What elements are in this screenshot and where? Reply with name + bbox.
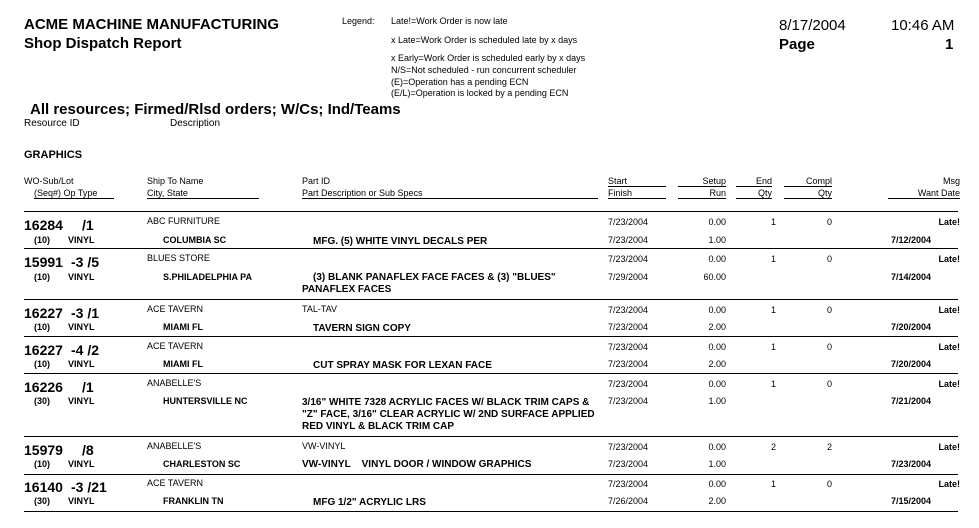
city-state: COLUMBIA SC [163,235,227,245]
setup-hours: 0.00 [708,254,726,264]
wo-number: 15991 [24,254,63,270]
op-seq: (10) [34,322,51,332]
col-compl: Compl [784,176,832,187]
start-date: 7/23/2004 [608,479,649,489]
ship-to-name: ACE TAVERN [147,341,204,351]
ship-to-name: ACE TAVERN [147,304,204,314]
row-separator [24,511,958,512]
wo-number: 16227 [24,342,63,358]
col-part-desc: Part Description or Sub Specs [302,188,598,199]
wo-sub-lot: /1 [82,217,94,233]
start-date: 7/23/2004 [608,217,649,227]
run-hours: 1.00 [708,459,726,469]
col-start: Start [608,176,666,187]
end-qty: 1 [770,305,776,315]
finish-date: 7/29/2004 [608,272,649,282]
msg-late: Late! [938,217,960,227]
col-city-state: City, State [147,188,259,199]
col-want-date: Want Date [888,188,960,199]
finish-date: 7/26/2004 [608,496,649,506]
want-date: 7/23/2004 [891,459,932,469]
col-end: End [736,176,772,187]
op-type: VINYL [68,496,95,506]
finish-date: 7/23/2004 [608,459,649,469]
start-date: 7/23/2004 [608,254,649,264]
op-type: VINYL [68,272,95,282]
col-setup: Setup [678,176,726,187]
description-label: Description [170,118,221,129]
report-date: 8/17/2004 [779,17,846,34]
op-seq: (10) [34,272,51,282]
page-label: Page [779,36,815,53]
msg-late: Late! [938,305,960,315]
op-type: VINYL [68,459,95,469]
part-description: TAVERN SIGN COPY [313,323,411,334]
compl-qty: 0 [826,305,832,315]
compl-qty: 0 [826,479,832,489]
city-state: MIAMI FL [163,322,203,332]
part-id: VW-VINYL [302,441,346,451]
msg-late: Late! [938,479,960,489]
row-separator [24,211,958,212]
report-scope: All resources; Firmed/Rlsd orders; W/Cs; Ind/Teams [30,101,401,118]
setup-hours: 0.00 [708,217,726,227]
op-type: VINYL [68,235,95,245]
start-date: 7/23/2004 [608,379,649,389]
legend-line: x Early=Work Order is scheduled early by x days [391,53,586,63]
row-separator [24,299,958,300]
city-state: S.PHILADELPHIA PA [163,272,253,282]
start-date: 7/23/2004 [608,342,649,352]
op-type: VINYL [68,396,95,406]
finish-date: 7/23/2004 [608,235,649,245]
run-hours: 2.00 [708,496,726,506]
part-description: CUT SPRAY MASK FOR LEXAN FACE [313,360,492,371]
page-number: 1 [945,36,954,53]
wo-number: 16226 [24,379,63,395]
wo-sub-lot: -3 /21 [71,479,107,495]
op-seq: (10) [34,359,51,369]
wo-sub-lot: /8 [82,442,94,458]
row-separator [24,436,958,437]
col-compl-qty: Qty [784,188,832,199]
ship-to-name: ABC FURNITURE [147,216,221,226]
end-qty: 2 [770,442,776,452]
wo-sub-lot: -3 /5 [71,254,100,270]
part-description: (3) BLANK PANAFLEX FACE FACES & (3) "BLUES" PANAFLEX FACES [302,272,556,295]
setup-hours: 0.00 [708,442,726,452]
city-state: MIAMI FL [163,359,203,369]
legend-line: (E)=Operation has a pending ECN [391,77,529,87]
row-separator [24,373,958,374]
col-ship-to-name: Ship To Name [147,176,204,186]
compl-qty: 0 [826,342,832,352]
run-hours: 1.00 [708,235,726,245]
op-type: VINYL [68,359,95,369]
legend-line: Late!=Work Order is now late [391,16,508,26]
finish-date: 7/23/2004 [608,359,649,369]
city-state: FRANKLIN TN [163,496,224,506]
col-finish: Finish [608,188,666,199]
part-description: 3/16" WHITE 7328 ACRYLIC FACES W/ BLACK TRIM CAPS & "Z" FACE, 3/16" CLEAR ACRYLIC W/ 2ND SURFACE APPLIED RED VINYL & BLACK TRIM CAP [302,397,595,432]
ship-to-name: ANABELLE'S [147,441,202,451]
col-end-qty: Qty [736,188,772,199]
ship-to-name: ANABELLE'S [147,378,202,388]
col-part-id: Part ID [302,176,331,186]
col-msg: Msg [942,176,960,186]
msg-late: Late! [938,254,960,264]
op-seq: (10) [34,235,51,245]
resource-group-title: GRAPHICS [24,149,83,161]
compl-qty: 0 [826,379,832,389]
run-hours: 60.00 [703,272,726,282]
want-date: 7/21/2004 [891,396,932,406]
end-qty: 1 [770,342,776,352]
want-date: 7/15/2004 [891,496,932,506]
part-description: VW-VINYL VINYL DOOR / WINDOW GRAPHICS [302,459,532,470]
compl-qty: 0 [826,254,832,264]
resource-id-label: Resource ID [24,118,80,129]
report-title: Shop Dispatch Report [24,35,182,52]
end-qty: 1 [770,254,776,264]
finish-date: 7/23/2004 [608,396,649,406]
start-date: 7/23/2004 [608,442,649,452]
msg-late: Late! [938,442,960,452]
op-seq: (30) [34,496,51,506]
part-id: TAL-TAV [302,304,338,314]
end-qty: 1 [770,217,776,227]
city-state: CHARLESTON SC [163,459,241,469]
row-separator [24,474,958,475]
want-date: 7/20/2004 [891,359,932,369]
legend-line: (E/L)=Operation is locked by a pending ECN [391,88,569,98]
op-seq: (30) [34,396,51,406]
wo-number: 16227 [24,305,63,321]
wo-number: 16284 [24,217,63,233]
start-date: 7/23/2004 [608,305,649,315]
run-hours: 2.00 [708,359,726,369]
finish-date: 7/23/2004 [608,322,649,332]
col-run: Run [678,188,726,199]
compl-qty: 0 [826,217,832,227]
wo-sub-lot: -3 /1 [71,305,100,321]
msg-late: Late! [938,379,960,389]
part-description: MFG. (5) WHITE VINYL DECALS PER [313,236,488,247]
want-date: 7/12/2004 [891,235,932,245]
legend-line: N/S=Not scheduled - run concurrent scheduler [391,65,577,75]
op-type: VINYL [68,322,95,332]
wo-number: 16140 [24,479,63,495]
op-seq: (10) [34,459,51,469]
col-wo-sub-lot: WO-Sub/Lot [24,176,74,186]
company-name: ACME MACHINE MANUFACTURING [24,16,279,33]
col-seq-op-type: (Seq#) Op Type [34,188,114,199]
setup-hours: 0.00 [708,342,726,352]
setup-hours: 0.00 [708,479,726,489]
end-qty: 1 [770,479,776,489]
compl-qty: 2 [826,442,832,452]
report-time: 10:46 AM [891,17,955,34]
setup-hours: 0.00 [708,305,726,315]
row-separator [24,248,958,249]
want-date: 7/14/2004 [891,272,932,282]
wo-number: 15979 [24,442,63,458]
setup-hours: 0.00 [708,379,726,389]
city-state: HUNTERSVILLE NC [163,396,248,406]
row-separator [24,336,958,337]
run-hours: 1.00 [708,396,726,406]
wo-sub-lot: -4 /2 [71,342,100,358]
wo-sub-lot: /1 [82,379,94,395]
legend-line: x Late=Work Order is scheduled late by x days [391,35,578,45]
want-date: 7/20/2004 [891,322,932,332]
run-hours: 2.00 [708,322,726,332]
part-description: MFG 1/2" ACRYLIC LRS [313,497,426,508]
legend-label: Legend: [342,16,375,26]
msg-late: Late! [938,342,960,352]
end-qty: 1 [770,379,776,389]
ship-to-name: BLUES STORE [147,253,210,263]
ship-to-name: ACE TAVERN [147,478,204,488]
